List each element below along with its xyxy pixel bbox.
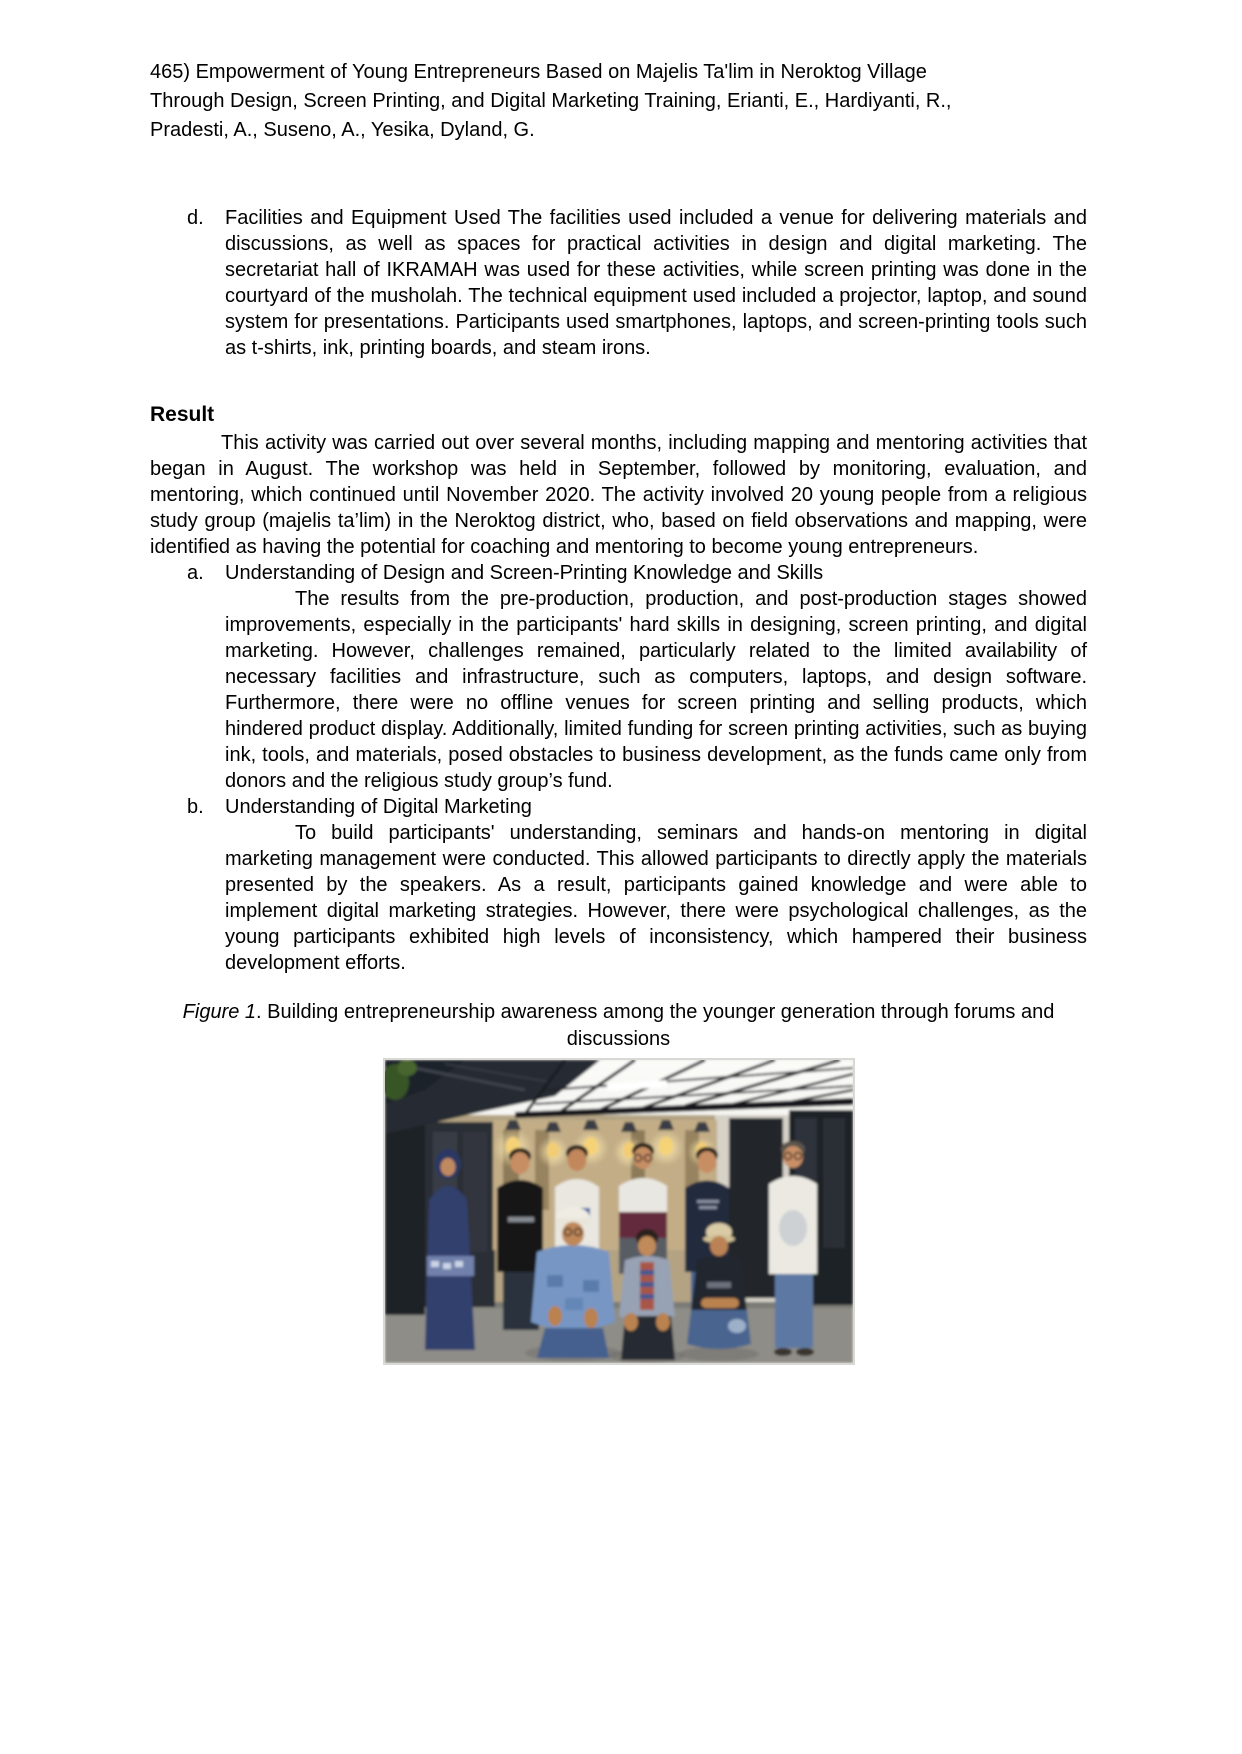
- item-b-paragraph: To build participants' understanding, seminars and hands-on mentoring in digital marketing management were conducted. This allowed participants to directly apply the materials presented by the speakers. As a result, participants gained knowledge and were able to implement digital marketing strategies. However, there were psychological challenges, as the young participants exhibited high levels of inconsistency, which hampered their business development efforts.: [225, 822, 1087, 974]
- list-item-b: [150, 794, 1087, 820]
- header-line-1: 465) Empowerment of Young Entrepreneurs Based on Majelis Ta'lim in Neroktog Village: [150, 61, 927, 83]
- list-marker-a: a.: [187, 562, 204, 584]
- result-paragraph: This activity was carried out over several months, including mapping and mentoring activities that began in August. The workshop was held in September, followed by monitoring, evaluation, and mentoring, which continued until November 2020. The activity involved 20 young people from a religious study group (majelis ta’lim) in the Neroktog district, who, based on field observations and mapping, were identified as having the potential for coaching and mentoring to become young entrepreneurs.: [150, 432, 1087, 558]
- figure-caption-text: . Building entrepreneurship awareness among the younger generation through forums and discussions: [256, 1001, 1055, 1050]
- list-item-facilities: [150, 205, 1087, 361]
- facilities-text: Facilities and Equipment Used The facilities used included a venue for delivering materials and discussions, as well as spaces for practical activities in design and digital marketing. The secretariat hall of IKRAMAH was used for these activities, while screen printing was done in the courtyard of the musholah. The technical equipment used included a projector, laptop, and sound system for presentations. Participants used smartphones, laptops, and screen-printing tools such as t-shirts, ink, printing boards, and steam irons.: [225, 207, 1087, 359]
- item-b-heading: Understanding of Digital Marketing: [225, 796, 532, 818]
- list-item-a: [150, 560, 1087, 586]
- figure-caption: [150, 999, 1087, 1053]
- result-heading: Result: [150, 403, 215, 426]
- item-a-paragraph: The results from the pre-production, production, and post-production stages showed improvements, especially in the participants' hard skills in designing, screen printing, and digital marketing. However, challenges remained, particularly related to the limited availability of necessary facilities and infrastructure, such as computers, laptops, and design software. Furthermore, there were no offline venues for screen printing and selling products, which hindered product display. Additionally, limited funding for screen printing activities, such as buying ink, tools, and materials, posed obstacles to business development, as the funds came only from donors and the religious study group’s fund.: [225, 588, 1087, 792]
- figure-photo: [383, 1058, 855, 1365]
- group-photo-illustration: [385, 1060, 853, 1363]
- running-header: [150, 58, 1087, 145]
- header-line-2: Through Design, Screen Printing, and Digital Marketing Training, Erianti, E., Hardiyanti, R.,: [150, 90, 952, 112]
- list-marker-d: d.: [187, 207, 204, 229]
- figure-label: Figure 1: [182, 1001, 257, 1023]
- list-marker-b: b.: [187, 796, 204, 818]
- header-line-3: Pradesti, A., Suseno, A., Yesika, Dyland, G.: [150, 119, 535, 141]
- item-a-heading: Understanding of Design and Screen-Printing Knowledge and Skills: [225, 562, 824, 584]
